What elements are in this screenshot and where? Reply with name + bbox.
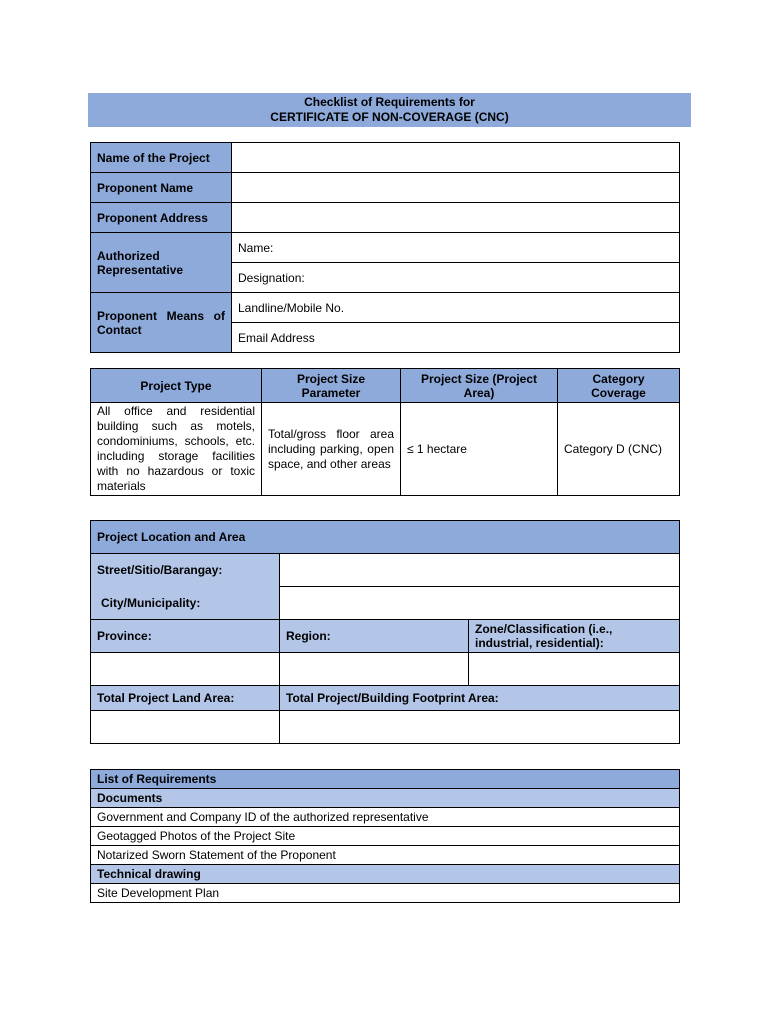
- street-field[interactable]: [280, 554, 680, 587]
- documents-header: Documents: [91, 789, 680, 808]
- project-type-cell: All office and residential building such as motels, condominiums, schools, etc. including storage facilities with no hazardous or toxic materials: [91, 403, 262, 496]
- province-field[interactable]: [91, 653, 280, 686]
- zone-label: Zone/Classification (i.e., industrial, residential):: [469, 620, 680, 653]
- size-area-header: Project Size (Project Area): [401, 369, 558, 403]
- list-item: Site Development Plan: [91, 884, 680, 903]
- requirements-table: [90, 769, 680, 903]
- city-label: City/Municipality:: [91, 587, 280, 620]
- document-title: [88, 93, 691, 127]
- region-field[interactable]: [280, 653, 469, 686]
- location-header: Project Location and Area: [91, 521, 680, 554]
- proponent-name-label: Proponent Name: [91, 173, 232, 203]
- proponent-address-field[interactable]: [232, 203, 680, 233]
- footprint-field[interactable]: [280, 711, 680, 744]
- size-parameter-cell: Total/gross floor area including parking, open space, and other areas: [262, 403, 401, 496]
- zone-field[interactable]: [469, 653, 680, 686]
- size-area-cell: ≤ 1 hectare: [401, 403, 558, 496]
- proponent-address-label: Proponent Address: [91, 203, 232, 233]
- project-type-table: [90, 368, 680, 496]
- footprint-label: Total Project/Building Footprint Area:: [280, 686, 680, 711]
- email-field[interactable]: Email Address: [232, 323, 680, 353]
- province-label: Province:: [91, 620, 280, 653]
- title-line-1: Checklist of Requirements for: [304, 95, 475, 109]
- landline-field[interactable]: Landline/Mobile No.: [232, 293, 680, 323]
- location-table: [90, 520, 680, 744]
- list-item: Notarized Sworn Statement of the Proponent: [91, 846, 680, 865]
- land-area-label: Total Project Land Area:: [91, 686, 280, 711]
- region-label: Region:: [280, 620, 469, 653]
- list-item: Government and Company ID of the authorized representative: [91, 808, 680, 827]
- rep-designation-field[interactable]: Designation:: [232, 263, 680, 293]
- project-name-field[interactable]: [232, 143, 680, 173]
- size-parameter-header: Project Size Parameter: [262, 369, 401, 403]
- title-line-2: CERTIFICATE OF NON-COVERAGE (CNC): [270, 110, 509, 124]
- rep-name-field[interactable]: Name:: [232, 233, 680, 263]
- category-header: Category Coverage: [558, 369, 680, 403]
- project-name-label: Name of the Project: [91, 143, 232, 173]
- authorized-rep-label: Authorized Representative: [91, 233, 232, 293]
- technical-header: Technical drawing: [91, 865, 680, 884]
- requirements-header: List of Requirements: [91, 770, 680, 789]
- street-label: Street/Sitio/Barangay:: [91, 554, 280, 587]
- contact-label: Proponent Means of Contact: [91, 293, 232, 353]
- project-type-header: Project Type: [91, 369, 262, 403]
- proponent-name-field[interactable]: [232, 173, 680, 203]
- land-area-field[interactable]: [91, 711, 280, 744]
- project-info-table: [90, 142, 680, 353]
- list-item: Geotagged Photos of the Project Site: [91, 827, 680, 846]
- category-cell: Category D (CNC): [558, 403, 680, 496]
- city-field[interactable]: [280, 587, 680, 620]
